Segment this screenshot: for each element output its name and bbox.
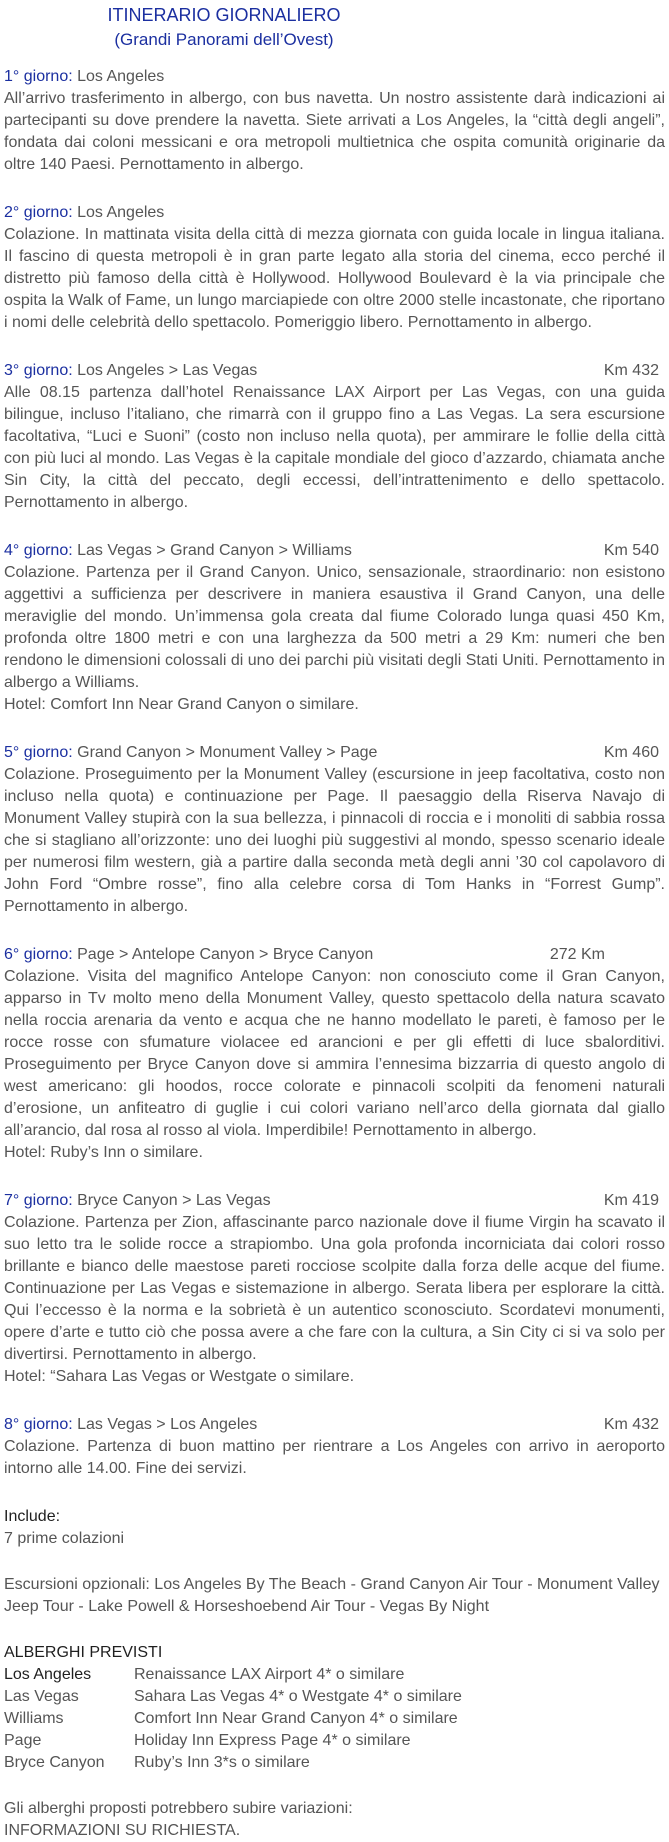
includes-label: Include: <box>4 1508 61 1525</box>
day-km: Km 540 <box>603 542 659 559</box>
day-km: Km 432 <box>603 362 659 379</box>
day-route: Los Angeles <box>77 204 165 221</box>
day-description: Colazione. Proseguimento per la Monument Valley (escursione in jeep facoltativa, costo non incluso nella quota) e continuazione per Page. Il paesaggio della Riserva Navajo di Monument Valley stupirà con la sua bellezza, i pinnacoli di roccia e i monoliti di sabbia rossa che si stagliano all’orizzonte: uno dei luoghi più suggestivi al mondo, spesso scenario ideale per numerosi film western, già a partire dalla seconda metà degli anni ’30 col capolavoro di John Ford “Ombre rosse”, fino alla celebre corsa di Tom Hanks in “Forrest Gump”. Pernottamento in albergo. <box>4 766 665 915</box>
day-description: Colazione. Partenza per Zion, affascinante parco nazionale dove il fiume Virgin ha scavato il suo letto tra le solide rocce a strapiombo. Una gola profonda incorniciata dai colori rosso brillante e bianco delle maestose pareti rocciose scolpite dalla forza delle acque del fiume. Continuazione per Las Vegas e sistemazione in albergo. Serata libera per esplorare la città. Qui l’eccesso è la norma e la sobrietà è un autentico sconosciuto. Scordatevi monumenti, opere d’arte e tutto ciò che possa avere a che fare con la cultura, a Sin City ci si va solo per divertirsi. Pernottamento in albergo. <box>4 1214 665 1363</box>
day-description: Colazione. Partenza per il Grand Canyon. Unico, sensazionale, straordinario: non esistono aggettivi a sufficienza per descrivere in maniera esaustiva il Grand Canyon, una delle meraviglie del mondo. Un’immensa gola creata dal fiume Colorado lunga quasi 450 Km, profonda oltre 1800 metri e con una larghezza da 500 metri a 29 Km: numeri che ben rendono le dimensioni colossali di uno dei parchi più visitati degli Stati Uniti. Pernottamento in albergo a Williams. <box>4 564 665 691</box>
day-route: Page > Antelope Canyon > Bryce Canyon <box>77 946 374 963</box>
table-row <box>4 1686 462 1708</box>
day-hotel: Hotel: Ruby’s Inn o similare. <box>4 1144 203 1161</box>
hotel-city: Los Angeles <box>4 1666 92 1683</box>
day-label: 7° giorno: <box>4 1192 73 1209</box>
day-4 <box>4 540 665 716</box>
day-description: Alle 08.15 partenza dall’hotel Renaissance LAX Airport per Las Vegas, con una guida bilingue, incluso l’italiano, che rimarrà con il gruppo fino a Las Vegas. La sera escursione facoltativa, “Luci e Suoni” (costo non incluso nella quota), per ammirare le follie della città con più luci al mondo. Las Vegas è la capitale mondiale del gioco d’azzardo, chiamata anche Sin City, la città del peccato, degli eccessi, dell’intrattenimento e dello spettacolo. Pernottamento in albergo. <box>4 384 665 511</box>
includes-section <box>4 1506 665 1550</box>
day-8 <box>4 1414 665 1480</box>
day-label: 6° giorno: <box>4 946 73 963</box>
day-label: 4° giorno: <box>4 542 73 559</box>
day-route: Bryce Canyon > Las Vegas <box>77 1192 271 1209</box>
footer-section <box>4 1798 665 1842</box>
day-description: Colazione. Partenza di buon mattino per rientrare a Los Angeles con arrivo in aeroporto intorno alle 14.00. Fine dei servizi. <box>4 1438 665 1477</box>
table-row <box>4 1664 462 1686</box>
day-3 <box>4 360 665 514</box>
day-km <box>659 202 665 224</box>
day-hotel: Hotel: Comfort Inn Near Grand Canyon o similare. <box>4 696 359 713</box>
day-route: Grand Canyon > Monument Valley > Page <box>77 744 378 761</box>
hotel-name: Holiday Inn Express Page 4* o similare <box>134 1732 411 1749</box>
hotels-heading: ALBERGHI PREVISTI <box>4 1644 163 1661</box>
hotel-city: Page <box>4 1732 42 1749</box>
footer-info: INFORMAZIONI SU RICHIESTA. <box>4 1822 241 1839</box>
table-row <box>4 1730 462 1752</box>
day-description: All’arrivo trasferimento in albergo, con bus navetta. Un nostro assistente darà indicazioni ai partecipanti su dove prendere la navetta. Siete arrivati a Los Angeles, la “città degli angeli”, fondata dai coloni messicani e ora metropoli multietnica che ospita comunità originarie da oltre 140 Paesi. Pernottamento in albergo. <box>4 90 665 173</box>
day-route: Las Vegas > Los Angeles <box>77 1416 258 1433</box>
hotel-city: Williams <box>4 1710 64 1727</box>
day-route: Los Angeles > Las Vegas <box>77 362 258 379</box>
day-label: 2° giorno: <box>4 204 73 221</box>
excursions-section <box>4 1574 665 1618</box>
day-route: Los Angeles <box>77 68 165 85</box>
includes-text: 7 prime colazioni <box>4 1530 125 1547</box>
hotel-name: Comfort Inn Near Grand Canyon 4* o similare <box>134 1710 458 1727</box>
excursions-text: Escursioni opzionali: Los Angeles By The Beach - Grand Canyon Air Tour - Monument Valley Jeep Tour - Lake Powell & Horseshoebend Air Tour - Vegas By Night <box>4 1576 660 1615</box>
hotel-name: Ruby’s Inn 3*s o similare <box>134 1754 310 1771</box>
hotel-city: Las Vegas <box>4 1688 79 1705</box>
page-title: ITINERARIO GIORNALIERO <box>107 5 341 25</box>
day-5 <box>4 742 665 918</box>
day-label: 3° giorno: <box>4 362 73 379</box>
day-2 <box>4 202 665 334</box>
day-km: 272 Km <box>549 946 605 963</box>
day-label: 5° giorno: <box>4 744 73 761</box>
day-hotel: Hotel: “Sahara Las Vegas or Westgate o similare. <box>4 1368 355 1385</box>
footer-note: Gli alberghi proposti potrebbero subire variazioni: <box>4 1800 353 1817</box>
day-route: Las Vegas > Grand Canyon > Williams <box>77 542 352 559</box>
day-km: Km 432 <box>603 1416 659 1433</box>
day-7 <box>4 1190 665 1388</box>
day-km: Km 419 <box>603 1192 659 1209</box>
hotel-name: Sahara Las Vegas 4* o Westgate 4* o similare <box>134 1688 462 1705</box>
day-description: Colazione. In mattinata visita della città di mezza giornata con guida locale in lingua italiana. Il fascino di questa metropoli è in gran parte legato alla storia del cinema, ecco perché il distretto più famoso della città è Hollywood. Hollywood Boulevard è la via principale che ospita la Walk of Fame, un lungo marciapiede con oltre 2000 stelle incastonate, che riportano i nomi delle celebrità dello spettacolo. Pomeriggio libero. Pernottamento in albergo. <box>4 226 665 331</box>
hotel-city: Bryce Canyon <box>4 1754 105 1771</box>
table-row <box>4 1752 462 1774</box>
day-1 <box>4 66 665 176</box>
title-block <box>4 0 444 52</box>
hotel-name: Renaissance LAX Airport 4* o similare <box>134 1666 405 1683</box>
day-km <box>659 66 665 88</box>
day-description: Colazione. Visita del magnifico Antelope Canyon: non conosciuto come il Gran Canyon, apparso in Tv molto meno della Monument Valley, questo spettacolo della natura scavato nella roccia arenaria da vento e acqua che ne hanno modellato le pareti, è famoso per le rocce rosse con sfumature violacee ed arancioni e per gli effetti di luce sbalorditivi. Proseguimento per Bryce Canyon dove si ammira l’ennesima bizzarria di questo angolo di west americano: gli hoodos, rocce colorate e pinnacoli scolpiti da fenomeni naturali d’erosione, un anfiteatro di guglie i cui colori variano nell’arco della giornata dal giallo all’arancio, dal rosa al rosso al viola. Imperdibile! Pernottamento in albergo. <box>4 968 665 1139</box>
day-6 <box>4 944 665 1164</box>
page-subtitle: (Grandi Panorami dell’Ovest) <box>114 30 334 49</box>
day-label: 8° giorno: <box>4 1416 73 1433</box>
table-row <box>4 1708 462 1730</box>
hotels-section <box>4 1642 665 1774</box>
hotels-table <box>4 1664 462 1774</box>
day-label: 1° giorno: <box>4 68 73 85</box>
day-km: Km 460 <box>603 744 659 761</box>
